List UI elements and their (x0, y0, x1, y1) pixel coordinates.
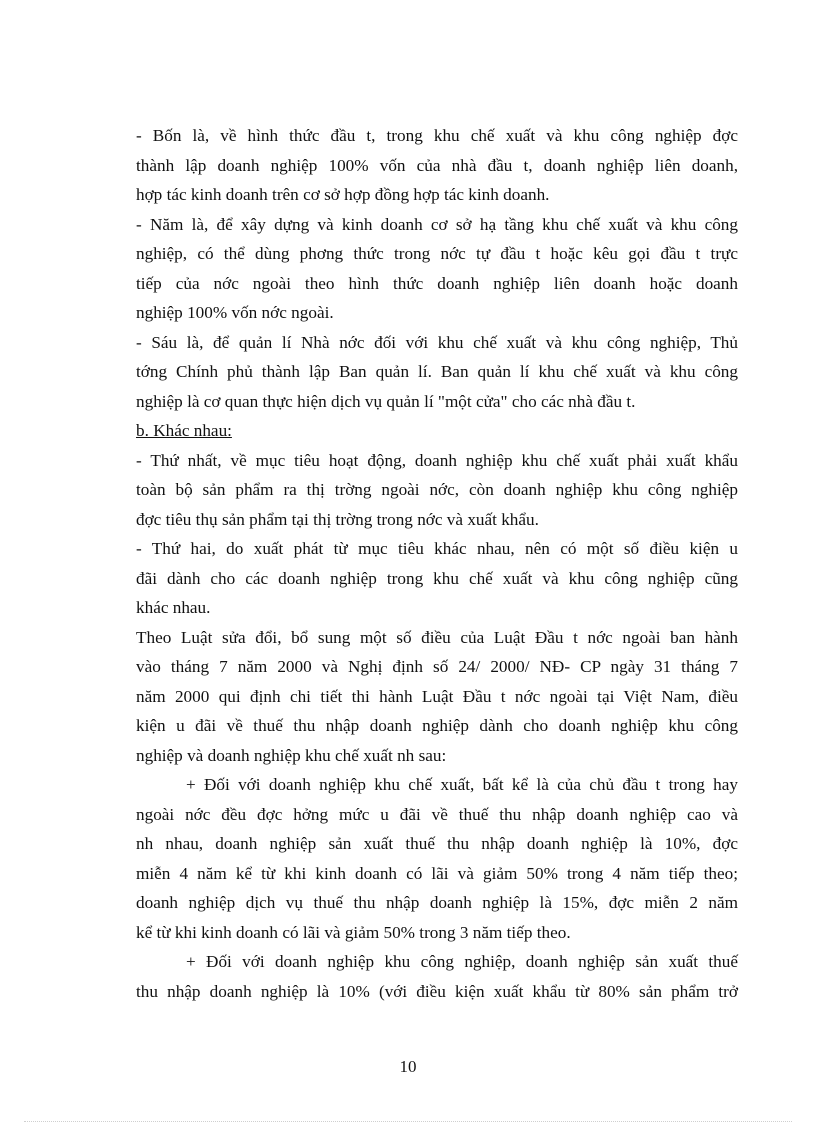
text-line: vào tháng 7 năm 2000 và Nghị định số 24/ 2000/ NĐ- CP ngày 31 tháng 7 (136, 657, 738, 676)
page-number: 10 (399, 1057, 417, 1076)
text-line: nghiệp và doanh nghiệp khu chế xuất nh sau: (136, 745, 447, 765)
text-line: miễn 4 năm kể từ khi kinh doanh có lãi và giảm 50% trong 4 năm tiếp theo; (136, 863, 738, 883)
text-line: doanh nghiệp dịch vụ thuế thu nhập doanh nghiệp là 15%, đợc miễn 2 năm (136, 893, 738, 912)
section-heading: b. Khác nhau: (136, 421, 232, 440)
text-line: đợc tiêu thụ sản phẩm tại thị trờng trong nớc và xuất khẩu. (136, 509, 539, 529)
text-line: nghiệp là cơ quan thực hiện dịch vụ quản lí "một cửa" cho các nhà đầu t. (136, 391, 636, 411)
text-line: tiếp của nớc ngoài theo hình thức doanh nghiệp liên doanh hoặc doanh (136, 273, 738, 293)
text-line: thành lập doanh nghiệp 100% vốn của nhà đầu t, doanh nghiệp liên doanh, (136, 155, 738, 175)
text-line: nghiệp, có thể dùng phơng thức trong nớc tự đầu t hoặc kêu gọi đầu t trực (136, 244, 738, 263)
text-line: + Đối với doanh nghiệp khu công nghiệp, doanh nghiệp sản xuất thuế (186, 952, 738, 971)
text-line: đãi dành cho các doanh nghiệp trong khu chế xuất và khu công nghiệp cũng (136, 568, 738, 588)
text-line: thu nhập doanh nghiệp là 10% (với điều kiện xuất khẩu từ 80% sản phẩm trở (136, 981, 738, 1001)
text-line: ngoài nớc đều đợc hởng mức u đãi về thuế thu nhập doanh nghiệp cao và (136, 804, 738, 824)
text-line: nghiệp 100% vốn nớc ngoài. (136, 303, 334, 322)
text-line: - Sáu là, để quản lí Nhà nớc đối với khu chế xuất và khu công nghiệp, Thủ (136, 332, 738, 352)
text-line: kể từ khi kinh doanh có lãi và giảm 50% trong 3 năm tiếp theo. (136, 922, 571, 942)
text-line: toàn bộ sản phẩm ra thị trờng ngoài nớc, còn doanh nghiệp khu công nghiệp (136, 480, 738, 499)
text-line: nh nhau, doanh nghiệp sản xuất thuế thu nhập doanh nghiệp là 10%, đợc (136, 834, 738, 853)
text-line: Theo Luật sửa đổi, bổ sung một số điều của Luật Đầu t nớc ngoài ban hành (136, 627, 738, 647)
text-line: hợp tác kinh doanh trên cơ sở hợp đồng hợp tác kinh doanh. (136, 185, 550, 204)
text-line: - Thứ nhất, về mục tiêu hoạt động, doanh nghiệp khu chế xuất phải xuất khẩu (136, 450, 738, 470)
text-line: kiện u đãi về thuế thu nhập doanh nghiệp dành cho doanh nghiệp khu công (136, 716, 738, 735)
page-bottom-divider (24, 1121, 792, 1122)
text-line: khác nhau. (136, 598, 211, 617)
text-line: tớng Chính phủ thành lập Ban quản lí. Ban quản lí khu chế xuất và khu công (136, 362, 738, 381)
text-line: - Năm là, để xây dựng và kinh doanh cơ sở hạ tầng khu chế xuất và khu công (136, 214, 738, 234)
text-line: năm 2000 qui định chi tiết thi hành Luật Đầu t nớc ngoài tại Việt Nam, điều (136, 686, 738, 706)
text-line: + Đối với doanh nghiệp khu chế xuất, bất kể là của chủ đầu t trong hay (186, 775, 738, 794)
text-line: - Bốn là, về hình thức đầu t, trong khu chế xuất và khu công nghiệp đợc (136, 126, 738, 145)
document-page (136, 121, 738, 1006)
text-line: - Thứ hai, do xuất phát từ mục tiêu khác nhau, nên có một số điều kiện u (136, 539, 738, 558)
